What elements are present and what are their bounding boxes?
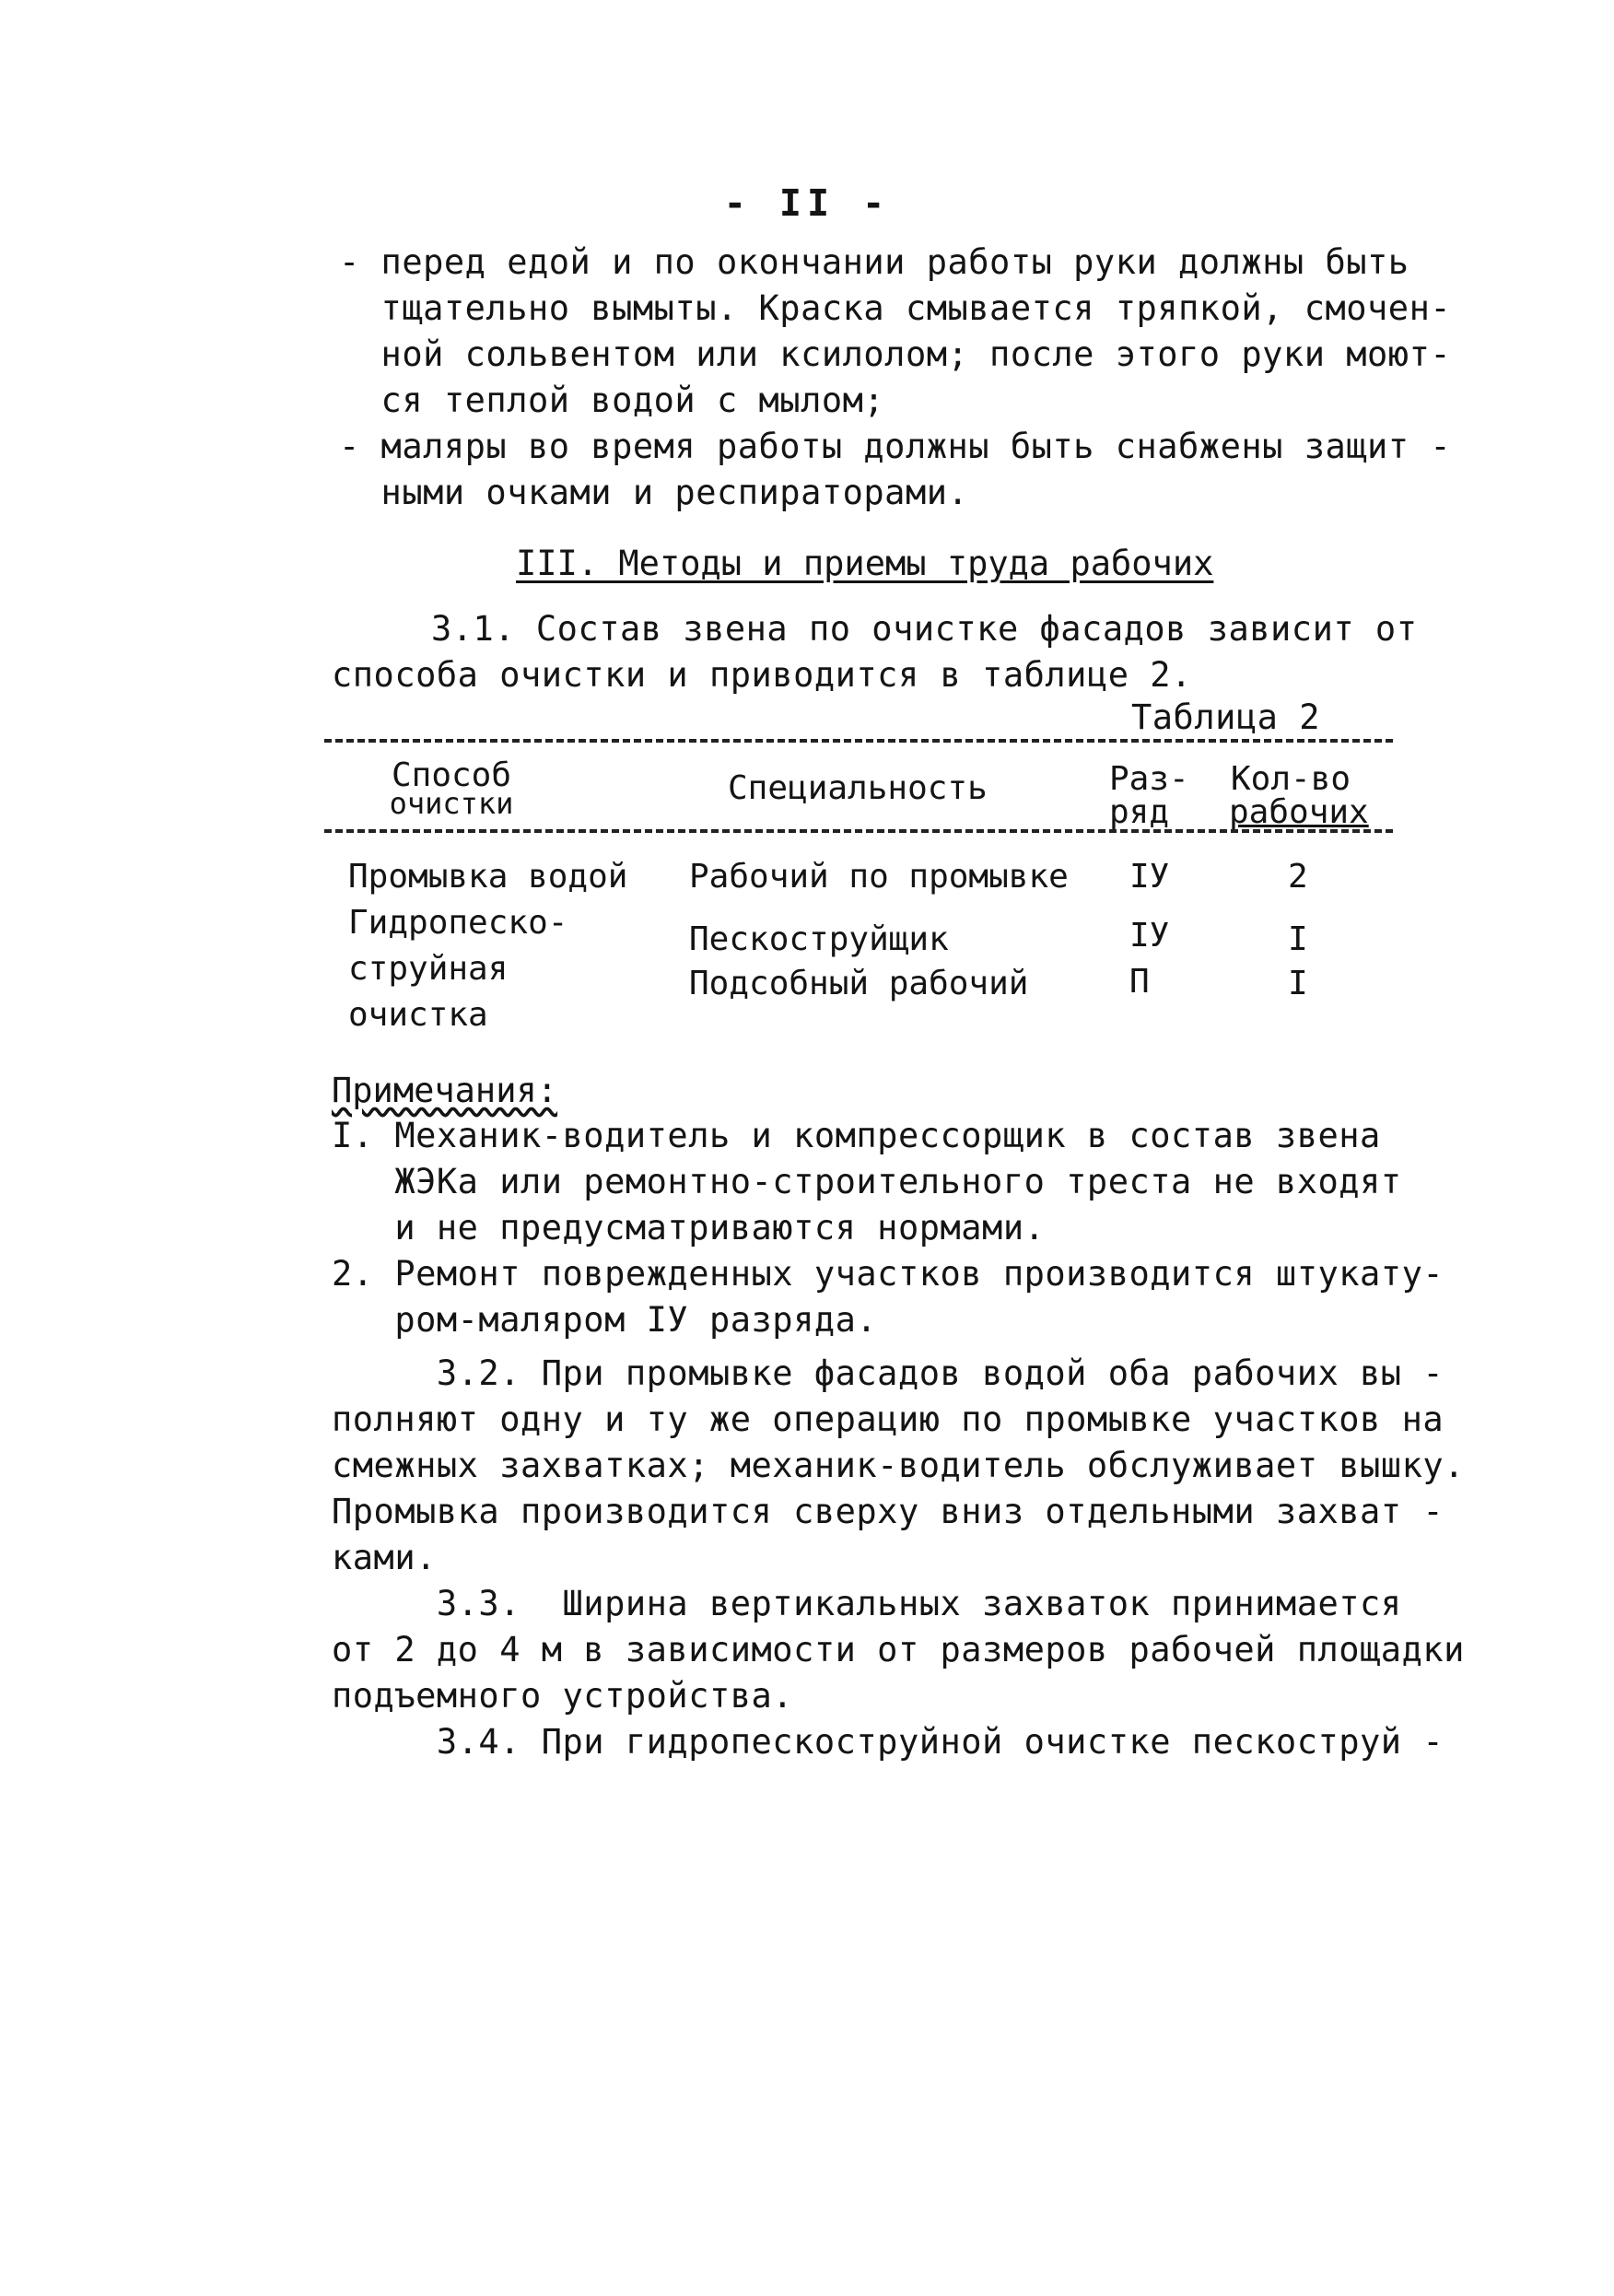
intro-line: - маляры во время работы должны быть снабжены защит - [339, 427, 1452, 466]
note-line: I. Механик-водитель и компрессорщик в состав звена [332, 1116, 1381, 1155]
paragraph-3-2-line: ками. [332, 1538, 437, 1577]
paragraph-3-2-line: полняют одну и ту же операцию по промывке участков на [332, 1400, 1444, 1439]
table-cell-method: Гидропеско- [348, 904, 568, 942]
header-count-line1: Кол-во [1231, 760, 1351, 798]
table-cell-specialty: Рабочий по промывке [689, 858, 1069, 896]
section-heading: III. Методы и приемы труда рабочих [516, 544, 1214, 583]
note-line: 2. Ремонт поврежденных участков производится штукату- [332, 1254, 1444, 1294]
paragraph-3-3-line: от 2 до 4 м в зависимости от размеров рабочей площадки [332, 1630, 1465, 1669]
header-grade-line1: Раз- [1109, 760, 1189, 798]
header-grade-line2: ряд [1109, 793, 1170, 831]
page-number: - II - [723, 182, 891, 225]
note-line: ром-маляром IУ разряда. [332, 1300, 878, 1340]
paragraph-3-2-line: 3.2. При промывке фасадов водой оба рабочих вы - [332, 1353, 1444, 1393]
paragraph-3-3-line: 3.3. Ширина вертикальных захваток принимается [332, 1584, 1402, 1623]
table-cell-method: струйная [348, 950, 509, 988]
table-cell-count: 2 [1288, 858, 1308, 896]
paragraph-3-1-line: 3.1. Состав звена по очистке фасадов зависит от [431, 609, 1418, 649]
table-cell-specialty: Подсобный рабочий [689, 965, 1029, 1002]
header-specialty: Специальность [728, 769, 988, 807]
header-method-line1: Способ [391, 756, 512, 794]
paragraph-3-3-line: подъемного устройства. [332, 1676, 794, 1716]
table-cell-grade: IУ [1129, 858, 1170, 896]
table-cell-grade: П [1129, 963, 1150, 1001]
intro-line: ными очками и респираторами. [339, 473, 969, 512]
intro-line: ся теплой водой с мылом; [339, 381, 885, 420]
paragraph-3-2-line: Промывка производится сверху вниз отдельными захват - [332, 1492, 1444, 1531]
header-count-line2: рабочих [1229, 793, 1369, 831]
table-caption: Таблица 2 [1131, 697, 1320, 737]
intro-line: - перед едой и по окончании работы руки должны быть [339, 242, 1409, 282]
table-cell-count: I [1288, 920, 1308, 958]
note-line: ЖЭКа или ремонтно-строительного треста не входят [332, 1162, 1402, 1201]
intro-line: ной сольвентом или ксилолом; после этого руки моют- [339, 334, 1452, 374]
table-cell-count: I [1288, 965, 1308, 1002]
table-cell-grade: IУ [1129, 917, 1170, 955]
paragraph-3-1-line: способа очистки и приводится в таблице 2. [332, 655, 1192, 695]
notes-title: Примечания: [332, 1071, 558, 1110]
paragraph-3-2-line: смежных захватках; механик-водитель обслуживает вышку. [332, 1446, 1465, 1485]
table-top-rule [324, 739, 1393, 743]
table-cell-specialty: Пескоструйщик [689, 920, 949, 958]
table-cell-method: очистка [348, 996, 488, 1034]
intro-line: тщательно вымыты. Краска смывается тряпкой, смочен- [339, 288, 1452, 328]
note-line: и не предусматриваются нормами. [332, 1208, 1046, 1248]
table-header-rule [324, 829, 1393, 833]
header-method-line2: очистки [389, 786, 514, 821]
paragraph-3-4-line: 3.4. При гидропескоструйной очистке пескоструй - [332, 1722, 1444, 1762]
table-cell-method: Промывка водой [348, 858, 628, 896]
